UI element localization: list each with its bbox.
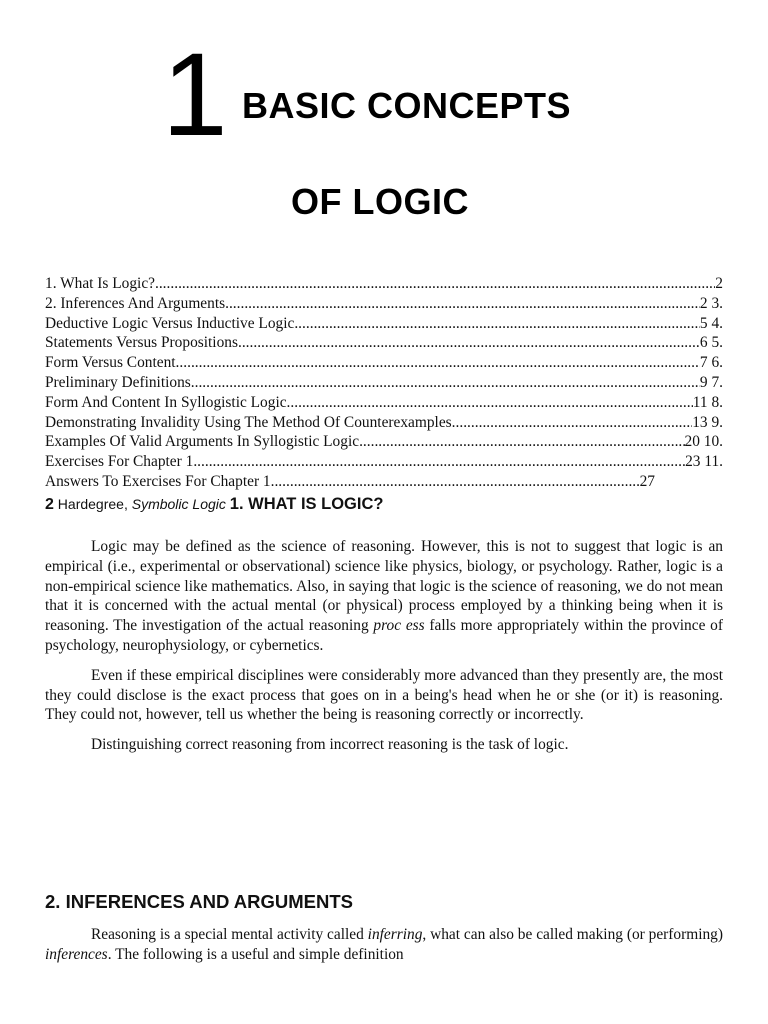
toc-item-page: 2 3. <box>699 294 723 312</box>
toc-item-label: Preliminary Definitions <box>45 373 191 391</box>
toc-item[interactable] <box>45 393 723 413</box>
toc-leader-dots <box>176 353 700 373</box>
toc-item-label: Exercises For Chapter 1 <box>45 453 194 471</box>
toc-leader-dots <box>191 373 700 393</box>
chapter-header <box>0 0 768 260</box>
toc-leader-dots <box>271 472 640 492</box>
toc-item-label: 2. Inferences And Arguments <box>45 294 226 312</box>
toc-item-page: 20 10. <box>684 433 723 451</box>
section-1-body <box>45 537 723 765</box>
toc-item[interactable] <box>45 274 723 294</box>
toc-leader-dots <box>193 452 685 472</box>
toc-item-page: 27 <box>639 472 655 490</box>
paragraph-text: . The following is a useful and simple definition <box>107 945 404 963</box>
paragraph-italic-text: proc ess <box>373 617 425 635</box>
toc-item-page: 23 11. <box>685 453 723 471</box>
toc-item-label: 1. What Is Logic? <box>45 275 155 292</box>
paragraph: Even if these empirical disciplines were considerably more advanced than they presently are, the most they could disclose is the exact process that goes on in a being's head when he or she (or it) is reasoning. They could not, however, tell us whether the being is reasoning correctly or incorrectly. <box>45 666 723 724</box>
paragraph-text: Logic may be defined as the science of reasoning. However, this is not to suggest that logic is an empirical (i.e., experimental or observational) science like physics, biology, or psychology. Rather, logic is a non-empirical science like mathematics. Also, in saying that logic is the science of reasoning, we do not mean that it is concerned with the actual mental (or physical) process employed by a thinking being when it is reasoning. The investigation of the actual reasoning <box>45 538 723 635</box>
chapter-title-line-1: BASIC CONCEPTS <box>242 85 572 126</box>
toc-leader-dots <box>238 333 700 353</box>
toc-item-page: 5 4. <box>699 314 723 332</box>
paragraph-italic-text: inferences <box>45 945 108 963</box>
paragraph <box>45 925 723 965</box>
toc-leader-dots <box>359 432 684 452</box>
toc-item[interactable] <box>45 373 723 393</box>
toc-item[interactable] <box>45 314 723 334</box>
toc-item-label: Demonstrating Invalidity Using The Method Of Counterexamples <box>45 413 452 431</box>
toc-leader-dots <box>155 274 715 294</box>
paragraph: Distinguishing correct reasoning from incorrect reasoning is the task of logic. <box>91 736 569 754</box>
toc-item-label: Form Versus Content <box>45 354 176 372</box>
section-heading-2: 2. INFERENCES AND ARGUMENTS <box>45 891 354 912</box>
toc-item-page: 9 7. <box>699 373 723 391</box>
chapter-number: 1 <box>162 29 228 161</box>
author-name: Hardegree, <box>57 496 128 512</box>
book-title: Symbolic Logic <box>131 496 226 512</box>
toc-item[interactable] <box>45 294 723 314</box>
paragraph-text: falls more appropriately within the province of psychology, neurophysiology, or cybernetics. <box>45 617 723 654</box>
toc-item[interactable] <box>45 452 723 472</box>
section-heading-1: 1. WHAT IS LOGIC? <box>229 495 384 513</box>
toc-item[interactable] <box>45 353 723 373</box>
section-2-body <box>45 925 723 975</box>
toc-item-page: 6 5. <box>699 334 723 352</box>
toc-leader-dots <box>294 314 700 334</box>
toc-item-label: Deductive Logic Versus Inductive Logic <box>45 314 295 332</box>
toc-item-page: 11 8. <box>692 393 723 411</box>
toc-item-label: Examples Of Valid Arguments In Syllogistic Logic <box>45 433 360 451</box>
chapter-title-line-2: OF LOGIC <box>291 181 469 222</box>
running-head <box>45 494 383 515</box>
toc-item[interactable] <box>45 472 655 492</box>
toc-item-label: Form And Content In Syllogistic Logic <box>45 393 287 411</box>
toc-item[interactable] <box>45 432 723 452</box>
toc-item-page: 7 6. <box>699 354 723 372</box>
toc-item[interactable] <box>45 333 723 353</box>
page-number: 2 <box>45 496 54 513</box>
toc-leader-dots <box>287 393 693 413</box>
toc-leader-dots <box>452 413 693 433</box>
paragraph-italic-text: inferring <box>367 926 423 943</box>
toc-item[interactable] <box>45 413 723 433</box>
paragraph-text: Reasoning is a special mental activity called <box>91 926 368 943</box>
paragraph <box>45 537 723 656</box>
toc-item-label: Statements Versus Propositions <box>45 334 238 352</box>
toc-item-label: Answers To Exercises For Chapter 1 <box>45 472 271 490</box>
toc-item-page: 13 9. <box>692 413 723 431</box>
paragraph-text: , what can also be called making (or performing) <box>422 926 724 943</box>
toc-leader-dots <box>225 294 700 314</box>
toc-item-page: 2 <box>715 275 723 292</box>
table-of-contents <box>45 274 723 492</box>
